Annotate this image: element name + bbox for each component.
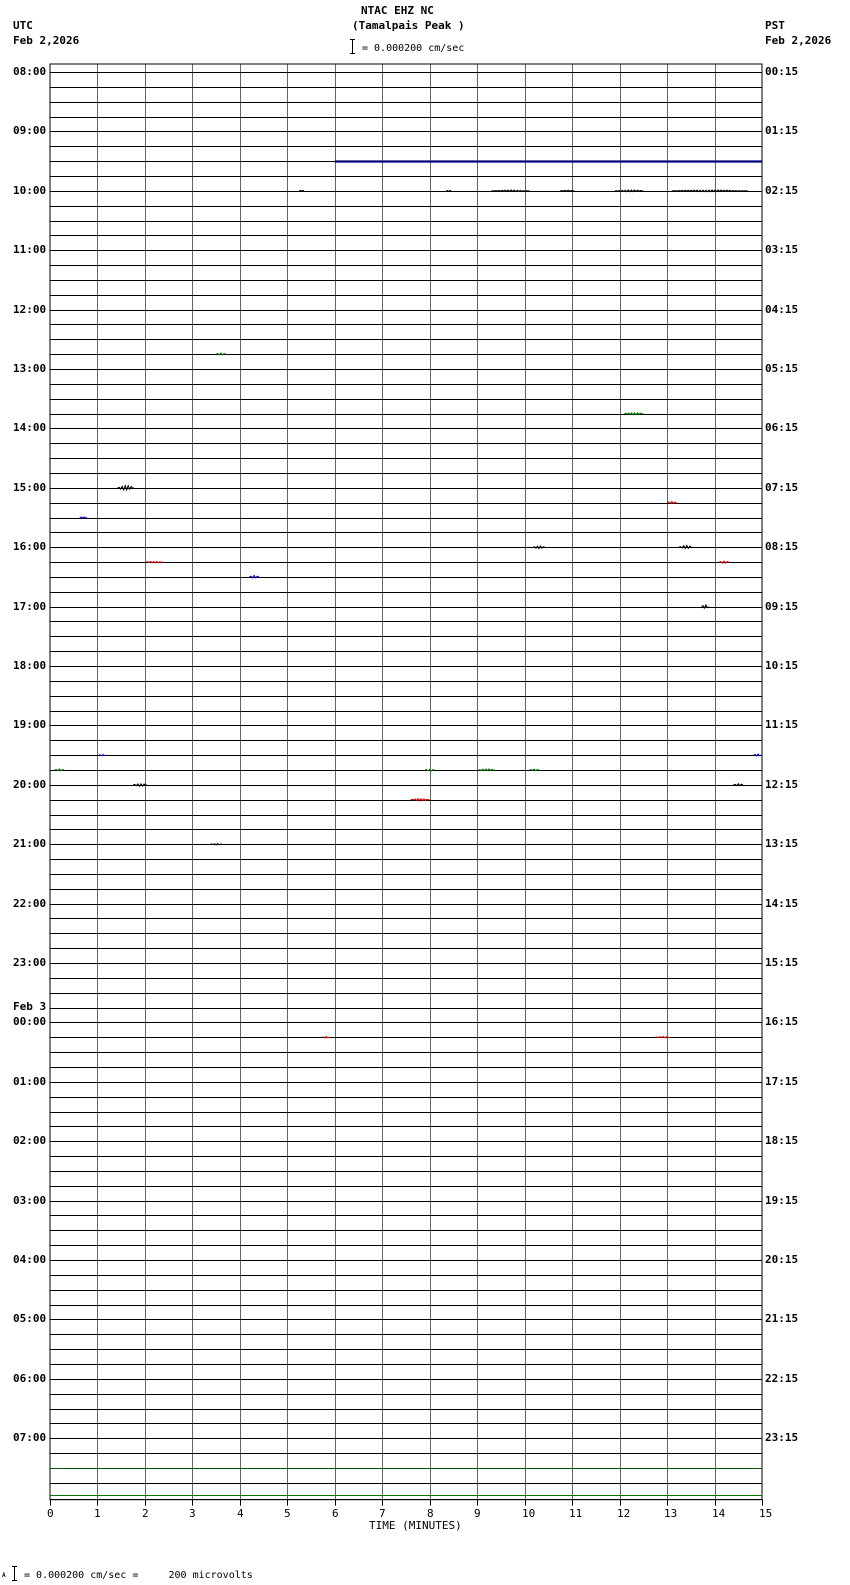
footer-mark: A <box>2 1572 6 1579</box>
x-tick-label: 0 <box>47 1506 54 1520</box>
pst-hour-label: 11:15 <box>765 718 799 732</box>
footer-scale-text: = 0.000200 cm/sec = 200 microvolts <box>24 1570 253 1581</box>
x-tick-label: 1 <box>94 1506 101 1520</box>
utc-hour-label: 11:00 <box>13 243 47 257</box>
utc-hour-label: 17:00 <box>13 599 47 613</box>
utc-hour-label: 03:00 <box>13 1193 47 1207</box>
utc-hour-label: 08:00 <box>13 65 47 78</box>
utc-hour-label: 01:00 <box>13 1074 47 1088</box>
utc-hour-label: 23:00 <box>13 956 47 969</box>
pst-hour-label: 16:15 <box>765 1015 799 1029</box>
x-tick-label: 7 <box>379 1506 386 1520</box>
utc-hour-label: 10:00 <box>13 183 47 197</box>
left-date: Feb 2,2026 <box>13 34 80 47</box>
x-tick-label: 9 <box>474 1506 481 1520</box>
pst-hour-label: 08:15 <box>765 540 799 554</box>
event-wiggle <box>655 1037 669 1038</box>
plot-frame <box>50 64 762 1500</box>
pst-hour-label: 14:15 <box>765 896 799 910</box>
pst-hour-label: 22:15 <box>765 1371 799 1385</box>
pst-hour-label: 01:15 <box>765 124 799 138</box>
pst-hour-label: 04:15 <box>765 302 799 316</box>
x-tick-label: 4 <box>237 1506 244 1520</box>
event-wiggle <box>118 486 135 490</box>
pst-hour-label: 20:15 <box>765 1253 799 1266</box>
right-timezone: PST <box>765 19 785 32</box>
utc-hour-label: 16:00 <box>13 540 47 554</box>
x-tick-label: 8 <box>427 1506 434 1520</box>
utc-hour-label: 09:00 <box>13 124 47 138</box>
x-tick-label: 13 <box>664 1506 678 1520</box>
x-tick-label: 10 <box>522 1506 536 1520</box>
station-title: NTAC EHZ NC <box>361 4 434 17</box>
utc-hour-label: 19:00 <box>13 718 47 732</box>
utc-hour-label: 14:00 <box>13 421 47 435</box>
pst-hour-label: 18:15 <box>765 1134 799 1148</box>
utc-hour-label: 21:00 <box>13 837 47 851</box>
x-tick-label: 2 <box>142 1506 149 1520</box>
pst-hour-label: 03:15 <box>765 243 799 257</box>
right-date: Feb 2,2026 <box>765 34 832 47</box>
x-tick-label: 15 <box>759 1506 773 1520</box>
utc-hour-label: 06:00 <box>13 1371 47 1385</box>
x-tick-label: 6 <box>332 1506 339 1520</box>
left-timezone: UTC <box>13 19 33 32</box>
x-tick-label: 3 <box>189 1506 196 1520</box>
pst-hour-label: 05:15 <box>765 362 799 375</box>
pst-hour-label: 23:15 <box>765 1431 799 1445</box>
pst-hour-label: 06:15 <box>765 421 799 435</box>
pst-hour-label: 00:15 <box>765 65 799 78</box>
pst-hour-label: 13:15 <box>765 837 799 851</box>
x-axis-title: TIME (MINUTES) <box>369 1518 462 1532</box>
scale-text: = 0.000200 cm/sec <box>362 43 465 54</box>
pst-hour-label: 15:15 <box>765 956 799 969</box>
utc-hour-label: 22:00 <box>13 896 47 910</box>
utc-hour-label: 00:00 <box>13 1015 47 1029</box>
utc-hour-label: 15:00 <box>13 480 47 494</box>
pst-hour-label: 07:15 <box>765 480 799 494</box>
pst-hour-label: 12:15 <box>765 777 799 791</box>
x-tick-label: 12 <box>617 1506 631 1520</box>
pst-hour-label: 10:15 <box>765 659 799 672</box>
utc-hour-label: 04:00 <box>13 1253 47 1266</box>
pst-hour-label: 17:15 <box>765 1074 799 1088</box>
x-tick-label: 11 <box>569 1506 583 1520</box>
x-tick-label: 14 <box>712 1506 726 1520</box>
utc-hour-label: 20:00 <box>13 777 47 791</box>
event-wiggle <box>560 190 574 191</box>
utc-hour-label: 05:00 <box>13 1312 47 1326</box>
utc-hour-label: 13:00 <box>13 362 47 375</box>
utc-hour-label: 18:00 <box>13 659 47 672</box>
pst-hour-label: 21:15 <box>765 1312 799 1326</box>
pst-hour-label: 09:15 <box>765 599 799 613</box>
x-tick-label: 5 <box>284 1506 291 1520</box>
utc-hour-label: 12:00 <box>13 302 47 316</box>
pst-hour-label: 02:15 <box>765 183 799 197</box>
site-name: (Tamalpais Peak ) <box>352 19 465 32</box>
pst-hour-label: 19:15 <box>765 1193 799 1207</box>
utc-hour-label: 02:00 <box>13 1134 47 1148</box>
date-change-label: Feb 3 <box>13 1000 47 1014</box>
utc-hour-label: 07:00 <box>13 1431 47 1445</box>
